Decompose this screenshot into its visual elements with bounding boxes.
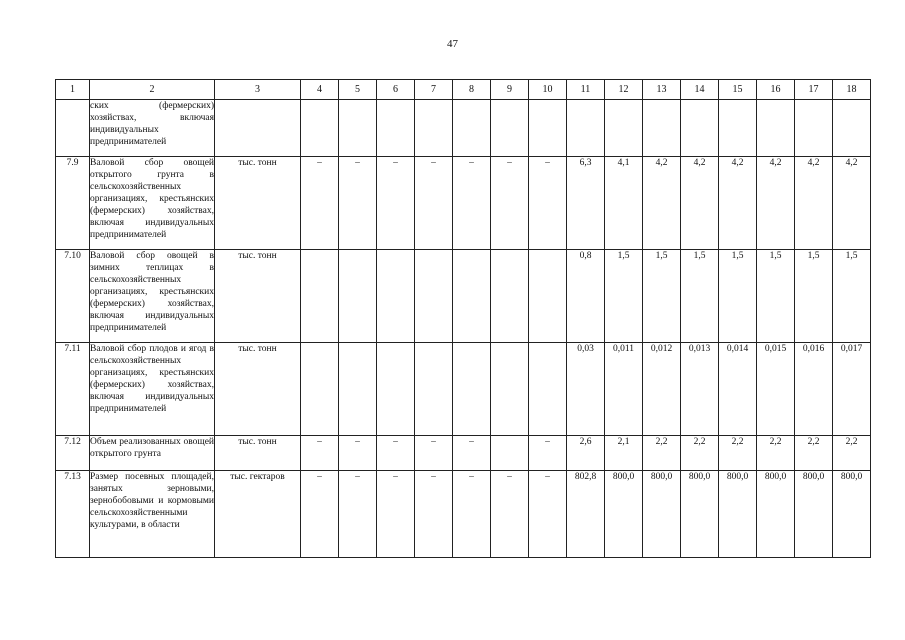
value-cell: 1,5	[643, 250, 681, 343]
table-row	[56, 157, 871, 250]
header-cell: 13	[643, 80, 681, 100]
value-cell	[491, 343, 529, 436]
value-cell	[529, 343, 567, 436]
value-cell: 4,2	[833, 157, 871, 250]
table-row	[56, 471, 871, 558]
value-cell: –	[415, 436, 453, 471]
value-cell	[529, 250, 567, 343]
value-cell	[301, 343, 339, 436]
value-cell: 0,8	[567, 250, 605, 343]
header-cell: 5	[339, 80, 377, 100]
value-cell: 4,2	[795, 157, 833, 250]
value-cell: 800,0	[605, 471, 643, 558]
value-cell: 2,2	[719, 436, 757, 471]
value-cell	[529, 100, 567, 157]
header-cell: 18	[833, 80, 871, 100]
value-cell	[833, 100, 871, 157]
value-cell	[491, 436, 529, 471]
value-cell: 4,2	[681, 157, 719, 250]
data-table	[55, 79, 871, 558]
value-cell: –	[377, 436, 415, 471]
value-cell: 0,015	[757, 343, 795, 436]
value-cell: 2,2	[643, 436, 681, 471]
value-cell	[377, 343, 415, 436]
value-cell: 0,013	[681, 343, 719, 436]
header-cell: 9	[491, 80, 529, 100]
value-cell: –	[301, 436, 339, 471]
header-cell: 4	[301, 80, 339, 100]
value-cell: 1,5	[833, 250, 871, 343]
value-cell: 2,2	[795, 436, 833, 471]
value-cell: 1,5	[605, 250, 643, 343]
value-cell	[339, 250, 377, 343]
table-row	[56, 436, 871, 471]
indicator-name-cell: Валовой сбор плодов и ягод в сельскохозяйственных организациях, крестьянских (фермерских) хозяйствах, включая индивидуальных предпринимателей	[90, 343, 215, 436]
value-cell	[377, 250, 415, 343]
value-cell: –	[491, 157, 529, 250]
unit-cell: тыс. гектаров	[215, 471, 301, 558]
value-cell: –	[339, 157, 377, 250]
value-cell: –	[491, 471, 529, 558]
row-number-cell: 7.12	[56, 436, 90, 471]
value-cell: 1,5	[719, 250, 757, 343]
value-cell: –	[339, 436, 377, 471]
value-cell: –	[529, 436, 567, 471]
value-cell: 800,0	[681, 471, 719, 558]
value-cell: 6,3	[567, 157, 605, 250]
header-cell: 2	[90, 80, 215, 100]
value-cell: –	[339, 471, 377, 558]
header-cell: 3	[215, 80, 301, 100]
value-cell: –	[415, 157, 453, 250]
value-cell: –	[529, 471, 567, 558]
value-cell: 4,2	[719, 157, 757, 250]
indicator-name-cell: ских (фермерских) хозяйствах, включая индивидуальных предпринимателей	[90, 100, 215, 157]
value-cell	[719, 100, 757, 157]
value-cell: 800,0	[757, 471, 795, 558]
value-cell: 0,016	[795, 343, 833, 436]
value-cell	[605, 100, 643, 157]
table-body	[56, 100, 871, 558]
value-cell	[795, 100, 833, 157]
indicator-name-cell: Валовой сбор овощей открытого грунта в сельскохозяйственных организациях, крестьянских (фермерских) хозяйствах, включая индивидуальных предпринимателей	[90, 157, 215, 250]
value-cell	[453, 343, 491, 436]
value-cell: 0,014	[719, 343, 757, 436]
header-cell: 1	[56, 80, 90, 100]
header-cell: 8	[453, 80, 491, 100]
value-cell: 0,03	[567, 343, 605, 436]
value-cell: –	[529, 157, 567, 250]
value-cell: 800,0	[833, 471, 871, 558]
header-cell: 12	[605, 80, 643, 100]
header-cell: 11	[567, 80, 605, 100]
value-cell: 1,5	[795, 250, 833, 343]
value-cell	[453, 100, 491, 157]
value-cell: –	[453, 471, 491, 558]
value-cell: 0,012	[643, 343, 681, 436]
row-number-cell: 7.9	[56, 157, 90, 250]
value-cell	[453, 250, 491, 343]
unit-cell	[215, 100, 301, 157]
value-cell	[681, 100, 719, 157]
unit-cell: тыс. тонн	[215, 250, 301, 343]
value-cell	[415, 100, 453, 157]
indicator-name-cell: Объем реализованных овощей открытого грунта	[90, 436, 215, 471]
value-cell: –	[301, 471, 339, 558]
unit-cell: тыс. тонн	[215, 343, 301, 436]
value-cell: 800,0	[795, 471, 833, 558]
value-cell: 2,1	[605, 436, 643, 471]
header-cell: 15	[719, 80, 757, 100]
row-number-cell	[56, 100, 90, 157]
value-cell: 2,6	[567, 436, 605, 471]
value-cell	[757, 100, 795, 157]
value-cell: 2,2	[681, 436, 719, 471]
row-number-cell: 7.13	[56, 471, 90, 558]
value-cell	[491, 250, 529, 343]
value-cell	[643, 100, 681, 157]
value-cell: 0,017	[833, 343, 871, 436]
header-cell: 14	[681, 80, 719, 100]
value-cell: 4,2	[643, 157, 681, 250]
value-cell	[339, 343, 377, 436]
table-row	[56, 100, 871, 157]
page-number: 47	[447, 38, 458, 50]
indicator-name-cell: Размер посевных площадей, занятых зерновыми, зернобобовыми и кормовыми сельскохозяйственными культурами, в области	[90, 471, 215, 558]
unit-cell: тыс. тонн	[215, 157, 301, 250]
value-cell: 2,2	[833, 436, 871, 471]
value-cell: –	[377, 157, 415, 250]
header-cell: 10	[529, 80, 567, 100]
value-cell	[415, 250, 453, 343]
table-row	[56, 250, 871, 343]
value-cell: 802,8	[567, 471, 605, 558]
value-cell: –	[377, 471, 415, 558]
table-row	[56, 343, 871, 436]
value-cell: 800,0	[643, 471, 681, 558]
value-cell: –	[453, 157, 491, 250]
row-number-cell: 7.11	[56, 343, 90, 436]
value-cell: 800,0	[719, 471, 757, 558]
value-cell	[339, 100, 377, 157]
value-cell: 4,1	[605, 157, 643, 250]
header-cell: 7	[415, 80, 453, 100]
value-cell: –	[453, 436, 491, 471]
value-cell	[301, 100, 339, 157]
value-cell	[415, 343, 453, 436]
header-cell: 16	[757, 80, 795, 100]
value-cell: 4,2	[757, 157, 795, 250]
value-cell: 1,5	[757, 250, 795, 343]
value-cell	[567, 100, 605, 157]
header-cell: 17	[795, 80, 833, 100]
header-row	[56, 80, 871, 100]
value-cell: 1,5	[681, 250, 719, 343]
value-cell	[491, 100, 529, 157]
indicator-name-cell: Валовой сбор овощей в зимних теплицах в сельскохозяйственных организациях, крестьянских (фермерских) хозяйствах, включая индивидуальных предпринимателей	[90, 250, 215, 343]
value-cell: –	[415, 471, 453, 558]
value-cell	[377, 100, 415, 157]
unit-cell: тыс. тонн	[215, 436, 301, 471]
value-cell: –	[301, 157, 339, 250]
header-cell: 6	[377, 80, 415, 100]
value-cell: 0,011	[605, 343, 643, 436]
value-cell: 2,2	[757, 436, 795, 471]
row-number-cell: 7.10	[56, 250, 90, 343]
value-cell	[301, 250, 339, 343]
